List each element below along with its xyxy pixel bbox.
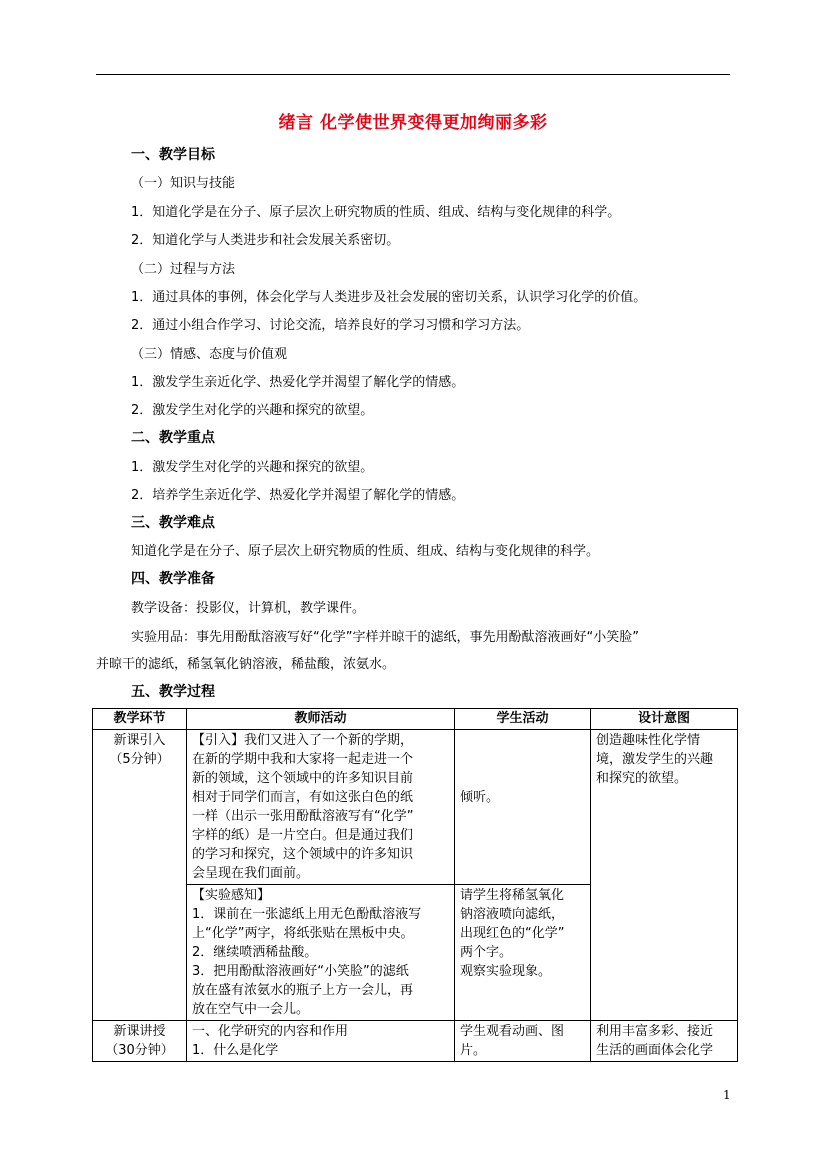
table-row <box>93 730 738 885</box>
design-intent-intro: 创造趣味性化学情 境，激发学生的兴趣 和探究的欲望。 <box>591 730 738 1021</box>
stage-lecture: 新课讲授 （30分钟） <box>93 1021 187 1062</box>
header-rule <box>96 74 730 75</box>
preparation-materials-line-2: 并晾干的滤纸，稀氢氧化钠溶液，稀盐酸，浓氨水。 <box>96 657 396 672</box>
subheading-knowledge: （一）知识与技能 <box>131 176 236 191</box>
page-number: 1 <box>723 1088 731 1102</box>
student-activity-intro: 倾听。 <box>455 730 591 885</box>
header-teacher-activity: 教师活动 <box>187 709 455 730</box>
header-stage: 教学环节 <box>93 709 187 730</box>
document-title: 绪言 化学使世界变得更加绚丽多彩 <box>278 113 548 133</box>
section-heading-process: 五、教学过程 <box>131 684 215 700</box>
preparation-equipment: 教学设备：投影仪，计算机，教学课件。 <box>131 601 366 616</box>
teaching-process-table <box>92 708 738 1062</box>
teacher-activity-experiment: 【实验感知】 1．课前在一张滤纸上用无色酚酞溶液写 上“化学”两字，将纸张贴在黑板中央。 2．继续喷洒稀盐酸。 3．把用酚酞溶液画好“小笑脸”的滤纸 放在盛有浓氨水的瓶子上方一会儿，再 放在空气中一会儿。 <box>187 885 455 1021</box>
key-point-2: 2．培养学生亲近化学、热爱化学并渴望了解化学的情感。 <box>131 488 465 503</box>
header-design-intent: 设计意图 <box>591 709 738 730</box>
process-item-2: 2．通过小组合作学习、讨论交流，培养良好的学习习惯和学习方法。 <box>131 318 530 333</box>
design-intent-lecture: 利用丰富多彩、接近 生活的画面体会化学 <box>591 1021 738 1062</box>
student-activity-lecture: 学生观看动画、图 片。 <box>455 1021 591 1062</box>
knowledge-item-1: 1．知道化学是在分子、原子层次上研究物质的性质、组成、结构与变化规律的科学。 <box>131 205 621 220</box>
table-row <box>93 1021 738 1062</box>
preparation-materials-line-1: 实验用品：事先用酚酞溶液写好“化学”字样并晾干的滤纸，事先用酚酞溶液画好“小笑脸” <box>131 630 639 645</box>
section-heading-difficulties: 三、教学难点 <box>131 515 215 531</box>
section-heading-key-points: 二、教学重点 <box>131 430 215 446</box>
emotion-item-1: 1．激发学生亲近化学、热爱化学并渴望了解化学的情感。 <box>131 375 465 390</box>
section-heading-goals: 一、教学目标 <box>131 147 215 163</box>
subheading-process: （二）过程与方法 <box>131 262 236 277</box>
emotion-item-2: 2．激发学生对化学的兴趣和探究的欲望。 <box>131 403 374 418</box>
subheading-emotion: （三）情感、态度与价值观 <box>131 347 288 362</box>
process-item-1: 1．通过具体的事例，体会化学与人类进步及社会发展的密切关系，认识学习化学的价值。 <box>131 290 647 305</box>
knowledge-item-2: 2．知道化学与人类进步和社会发展关系密切。 <box>131 233 400 248</box>
section-heading-preparation: 四、教学准备 <box>131 571 215 587</box>
teacher-activity-intro: 【引入】我们又进入了一个新的学期， 在新的学期中我和大家将一起走进一个 新的领域，这个领域中的许多知识目前 相对于同学们而言，有如这张白色的纸 一样（出示一张用酚酞溶液写有“化学” 字样的纸）是一片空白。但是通过我们 的学习和探究，这个领域中的许多知识 会呈现在我们面前。 <box>187 730 455 885</box>
table-header-row <box>93 709 738 730</box>
key-point-1: 1．激发学生对化学的兴趣和探究的欲望。 <box>131 460 374 475</box>
teacher-activity-lecture: 一、化学研究的内容和作用 1．什么是化学 <box>187 1021 455 1062</box>
stage-intro: 新课引入 （5分钟） <box>93 730 187 1021</box>
difficulties-text: 知道化学是在分子、原子层次上研究物质的性质、组成、结构与变化规律的科学。 <box>131 544 600 559</box>
student-activity-experiment: 请学生将稀氢氧化 钠溶液喷向滤纸， 出现红色的“化学” 两个字。 观察实验现象。 <box>455 885 591 1021</box>
header-student-activity: 学生活动 <box>455 709 591 730</box>
